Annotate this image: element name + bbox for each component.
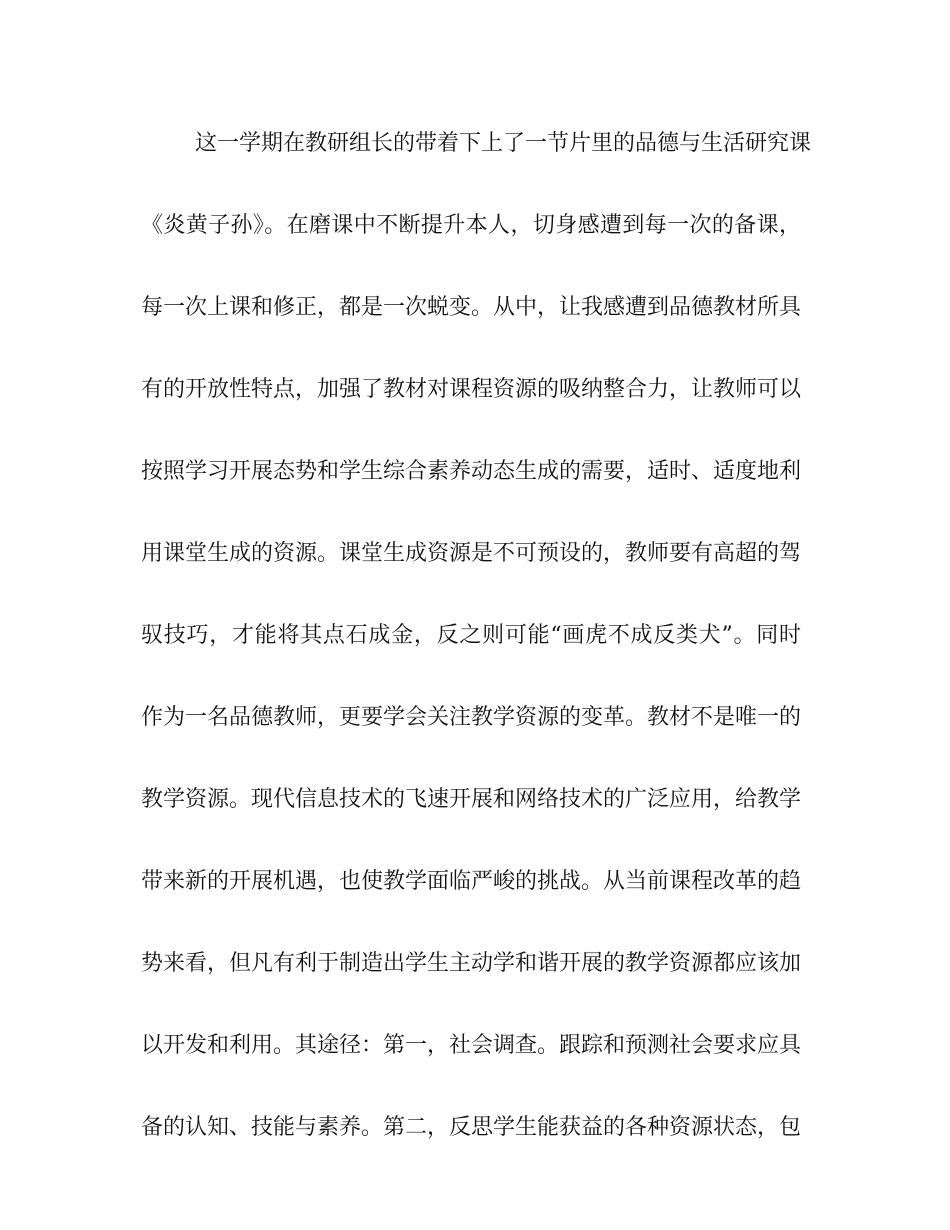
text-line: 教学资源。现代信息技术的飞速开展和网络技术的广泛应用，给教学 (141, 787, 802, 812)
text-line: 以开发和利用。其途径：第一，社会调查。跟踪和预测社会要求应具 (141, 1033, 802, 1058)
text-line: 势来看，但凡有利于制造出学生主动学和谐开展的教学资源都应该加 (141, 951, 802, 976)
text-line: 驭技巧，才能将其点石成金，反之则可能“画虎不成反类犬”。同时 (141, 623, 801, 648)
text-line: 按照学习开展态势和学生综合素养动态生成的需要，适时、适度地利 (141, 459, 802, 484)
text-line: 《炎黄子孙》。在磨课中不断提升本人，切身感遭到每一次的备课， (141, 213, 801, 238)
text-line: 带来新的开展机遇，也使教学面临严峻的挑战。从当前课程改革的趋 (141, 869, 802, 894)
text-line: 备的认知、技能与素养。第二，反思学生能获益的各种资源状态，包 (141, 1115, 802, 1140)
text-line: 有的开放性特点，加强了教材对课程资源的吸纳整合力，让教师可以 (141, 377, 802, 402)
body-paragraph (141, 126, 812, 1192)
text-line: 作为一名品德教师，更要学会关注教学资源的变革。教材不是唯一的 (141, 705, 802, 730)
text-line: 每一次上课和修正，都是一次蜕变。从中，让我感遭到品德教材所具 (141, 295, 802, 320)
text-line: 这一学期在教研组长的带着下上了一节片里的品德与生活研究课 (195, 131, 812, 156)
text-line: 用课堂生成的资源。课堂生成资源是不可预设的，教师要有高超的驾 (141, 541, 802, 566)
